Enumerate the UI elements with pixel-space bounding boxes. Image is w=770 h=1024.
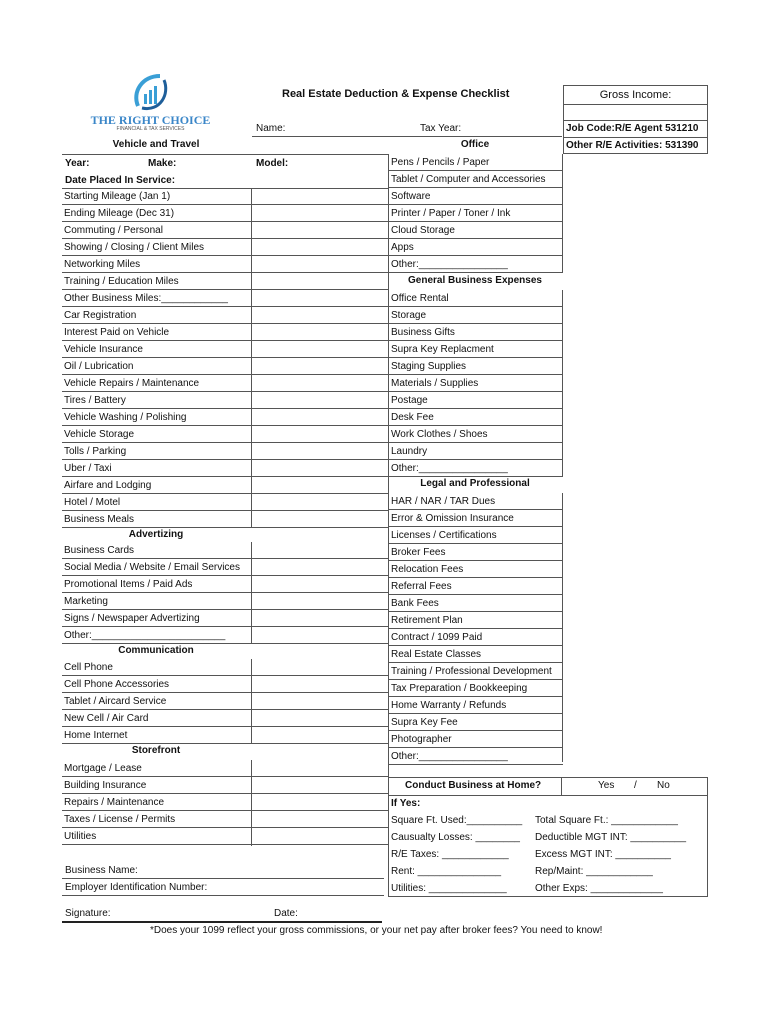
checklist-item: Business Meals xyxy=(62,511,388,528)
checklist-item: Mortgage / Lease xyxy=(62,760,388,777)
logo-emblem-icon xyxy=(130,72,170,116)
checklist-item: Uber / Taxi xyxy=(62,460,388,477)
company-logo xyxy=(88,72,213,134)
checklist-item: Error & Omission Insurance xyxy=(389,510,563,527)
checklist-item: HAR / NAR / TAR Dues xyxy=(389,493,563,510)
legal-professional-header: Legal and Professional xyxy=(420,478,530,489)
checklist-item: Utilities xyxy=(62,828,388,845)
checklist-item: Taxes / License / Permits xyxy=(62,811,388,828)
communication-header: Communication xyxy=(118,645,194,656)
checklist-item: Building Insurance xyxy=(62,777,388,794)
checklist-item: Laundry xyxy=(389,443,563,460)
checklist-item: Tires / Battery xyxy=(62,392,388,409)
checklist-item: Other:________________ xyxy=(389,256,563,273)
checklist-item: Postage xyxy=(389,392,563,409)
checklist-item: New Cell / Air Card xyxy=(62,710,388,727)
home-business-field[interactable]: Rep/Maint: ____________ xyxy=(535,866,653,877)
gross-income-label: Gross Income: xyxy=(599,89,672,101)
checklist-item: Ending Mileage (Dec 31) xyxy=(62,205,388,222)
checklist-item: Retirement Plan xyxy=(389,612,563,629)
storefront-header: Storefront xyxy=(131,745,181,756)
home-business-field[interactable]: Causualty Losses: ________ xyxy=(391,832,520,843)
checklist-item: Car Registration xyxy=(62,307,388,324)
checklist-item: Training / Education Miles xyxy=(62,273,388,290)
checklist-item: Commuting / Personal xyxy=(62,222,388,239)
checklist-item: Work Clothes / Shoes xyxy=(389,426,563,443)
checklist-item: Networking Miles xyxy=(62,256,388,273)
home-business-field[interactable]: Total Square Ft.: ____________ xyxy=(535,815,678,826)
footnote: *Does your 1099 reflect your gross commissions, or your net pay after broker fees? You need to know! xyxy=(150,925,603,936)
checklist-item: Other:________________________ xyxy=(62,627,388,644)
home-business-field[interactable]: Utilities: ______________ xyxy=(391,883,507,894)
checklist-item: Apps xyxy=(389,239,563,256)
advertizing-header: Advertizing xyxy=(128,529,184,540)
checklist-item: Home Warranty / Refunds xyxy=(389,697,563,714)
ein-label: Employer Identification Number: xyxy=(65,882,208,893)
checklist-item: Repairs / Maintenance xyxy=(62,794,388,811)
checklist-item: Social Media / Website / Email Services xyxy=(62,559,388,576)
checklist-item: Printer / Paper / Toner / Ink xyxy=(389,205,563,222)
logo-tagline: FINANCIAL & TAX SERVICES xyxy=(116,126,185,132)
checklist-item: Tolls / Parking xyxy=(62,443,388,460)
checklist-item: Hotel / Motel xyxy=(62,494,388,511)
checklist-item: Materials / Supplies xyxy=(389,375,563,392)
checklist-item: Bank Fees xyxy=(389,595,563,612)
home-business-field[interactable]: R/E Taxes: ____________ xyxy=(391,849,509,860)
signature-label: Signature: xyxy=(65,908,111,919)
checklist-item: Cell Phone Accessories xyxy=(62,676,388,693)
checklist-item: Other:________________ xyxy=(389,748,563,765)
checklist-item: Home Internet xyxy=(62,727,388,744)
checklist-item: Licenses / Certifications xyxy=(389,527,563,544)
checklist-item: Broker Fees xyxy=(389,544,563,561)
checklist-item: Contract / 1099 Paid xyxy=(389,629,563,646)
checklist-item: Vehicle Insurance xyxy=(62,341,388,358)
checklist-item: Airfare and Lodging xyxy=(62,477,388,494)
checklist-item: Vehicle Washing / Polishing xyxy=(62,409,388,426)
checklist-item: Vehicle Storage xyxy=(62,426,388,443)
model-label: Model: xyxy=(256,158,289,169)
checklist-item: Training / Professional Development xyxy=(389,663,563,680)
checklist-item: Referral Fees xyxy=(389,578,563,595)
logo-name: THE RIGHT CHOICE xyxy=(90,113,211,127)
checklist-item: Storage xyxy=(389,307,563,324)
business-name-label: Business Name: xyxy=(65,865,138,876)
yes-option[interactable]: Yes xyxy=(598,780,615,791)
checklist-item: Relocation Fees xyxy=(389,561,563,578)
checklist-item: Cell Phone xyxy=(62,659,388,676)
checklist-item: Vehicle Repairs / Maintenance xyxy=(62,375,388,392)
checklist-item: Real Estate Classes xyxy=(389,646,563,663)
job-code: Job Code:R/E Agent 531210 xyxy=(566,123,699,134)
general-business-header: General Business Expenses xyxy=(408,275,542,286)
name-label: Name: xyxy=(256,123,286,134)
home-business-field[interactable]: Square Ft. Used:__________ xyxy=(391,815,523,826)
checklist-item: Signs / Newspaper Advertizing xyxy=(62,610,388,627)
tax-year-label: Tax Year: xyxy=(420,123,462,134)
date-label: Date: xyxy=(274,908,298,919)
checklist-item: Supra Key Fee xyxy=(389,714,563,731)
office-header: Office xyxy=(460,139,490,150)
checklist-item: Marketing xyxy=(62,593,388,610)
checklist-item: Tax Preparation / Bookkeeping xyxy=(389,680,563,697)
make-label: Make: xyxy=(148,158,177,169)
checklist-item: Promotional Items / Paid Ads xyxy=(62,576,388,593)
checklist-item: Interest Paid on Vehicle xyxy=(62,324,388,341)
checklist-item: Starting Mileage (Jan 1) xyxy=(62,188,388,205)
page-title: Real Estate Deduction & Expense Checklist xyxy=(282,88,510,100)
checklist-item: Other:________________ xyxy=(389,460,563,477)
checklist-item: Photographer xyxy=(389,731,563,748)
slash-separator: / xyxy=(634,780,637,791)
checklist-item: Oil / Lubrication xyxy=(62,358,388,375)
home-business-field[interactable]: Excess MGT INT: __________ xyxy=(535,849,671,860)
home-business-field[interactable]: Other Exps: _____________ xyxy=(535,883,663,894)
checklist-item: Staging Supplies xyxy=(389,358,563,375)
checklist-item: Pens / Pencils / Paper xyxy=(389,154,563,171)
checklist-item: Office Rental xyxy=(389,290,563,307)
home-business-question: Conduct Business at Home? xyxy=(405,780,542,791)
checklist-item: Cloud Storage xyxy=(389,222,563,239)
checklist-item: Other Business Miles:____________ xyxy=(62,290,388,307)
checklist-item: Software xyxy=(389,188,563,205)
vehicle-travel-header: Vehicle and Travel xyxy=(112,139,200,150)
home-business-field[interactable]: Deductible MGT INT: __________ xyxy=(535,832,687,843)
checklist-item: Showing / Closing / Client Miles xyxy=(62,239,388,256)
checklist-item: Desk Fee xyxy=(389,409,563,426)
checklist-item: Business Cards xyxy=(62,542,388,559)
checklist-item: Tablet / Computer and Accessories xyxy=(389,171,563,188)
date-placed-label: Date Placed In Service: xyxy=(65,175,176,186)
other-activities: Other R/E Activities: 531390 xyxy=(566,140,699,151)
year-label: Year: xyxy=(65,158,90,169)
checklist-item: Business Gifts xyxy=(389,324,563,341)
checklist-item: Tablet / Aircard Service xyxy=(62,693,388,710)
no-option[interactable]: No xyxy=(657,780,670,791)
home-business-field[interactable]: Rent: _______________ xyxy=(391,866,502,877)
if-yes-label: If Yes: xyxy=(391,798,421,809)
checklist-item: Supra Key Replacment xyxy=(389,341,563,358)
